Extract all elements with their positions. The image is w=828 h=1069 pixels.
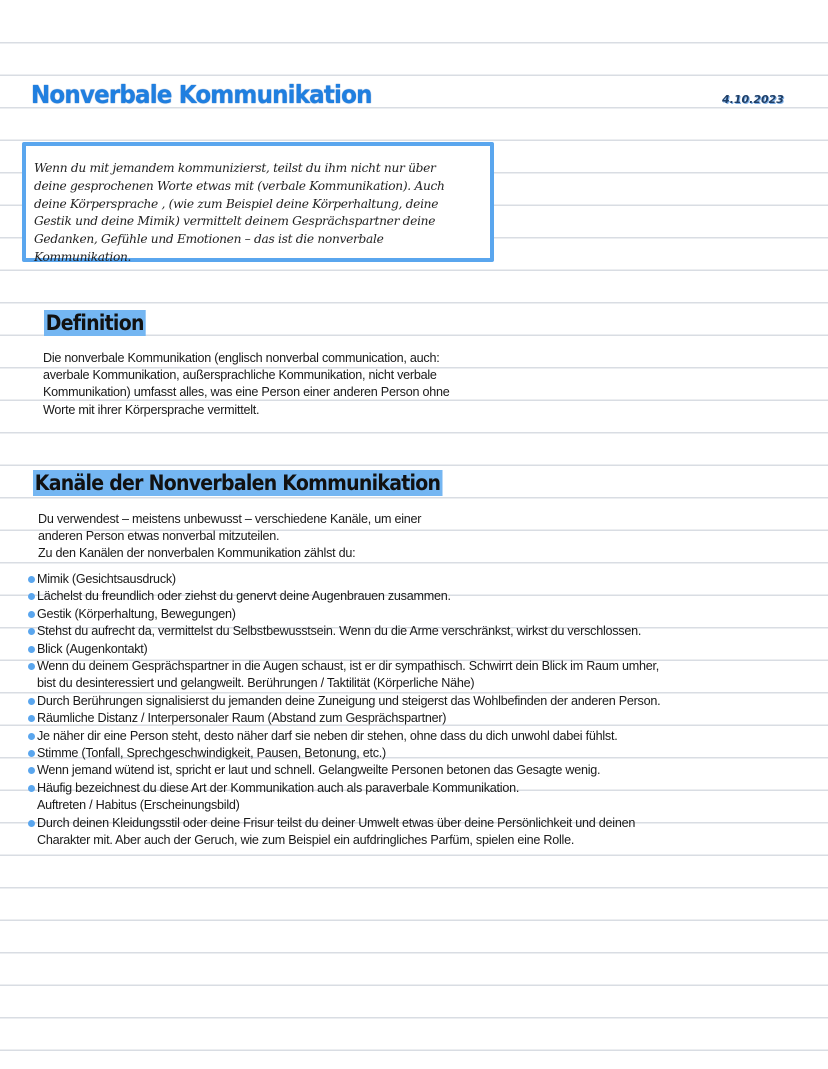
bullet-icon (28, 715, 35, 722)
list-item (28, 815, 678, 850)
intro-box (22, 142, 494, 262)
list-item-text: Durch Berührungen signalisierst du jemanden deine Zuneigung und steigerst das Wohlbefinden der anderen Person. (37, 693, 661, 708)
list-item-text: Je näher dir eine Person steht, desto näher darf sie neben dir stehen, ohne dass du dich unwohl dabei fühlst. (37, 728, 618, 743)
bullet-icon (28, 576, 35, 583)
bullet-icon (28, 820, 35, 827)
list-item-text: Gestik (Körperhaltung, Bewegungen) (37, 606, 236, 621)
list-item-text: Auftreten / Habitus (Erscheinungsbild) (37, 798, 240, 813)
list-item (28, 606, 678, 623)
bullet-icon (28, 785, 35, 792)
bullet-icon (28, 628, 35, 635)
list-item (28, 571, 678, 588)
list-item (28, 588, 678, 605)
list-item-text: Wenn du deinem Gesprächspartner in die Augen schaust, ist er dir sympathisch. Schwirrt dein Blick im Raum umher, bist du desinteressiert und gelangweilt. Berührungen / Taktilität (Körperliche Nähe) (37, 659, 660, 691)
list-item (28, 658, 678, 693)
list-item (28, 728, 678, 745)
date-label: 4.10.2023 (722, 93, 784, 106)
bullet-icon (28, 611, 35, 618)
list-item (28, 710, 678, 727)
list-item-text: Häufig bezeichnest du diese Art der Kommunikation auch als paraverbale Kommunikation. (37, 780, 520, 795)
list-item-text: Stehst du aufrecht da, vermittelst du Selbstbewusstsein. Wenn du die Arme verschränkst, wirkst du verschlossen. (37, 624, 642, 639)
list-item-text: Mimik (Gesichtsausdruck) (37, 572, 176, 586)
list-item-text: Blick (Augenkontakt) (37, 641, 148, 656)
list-item-text: Lächelst du freundlich oder ziehst du genervt deine Augenbrauen zusammen. (37, 589, 451, 604)
list-item (28, 745, 678, 762)
list-item-text: Durch deinen Kleidungsstil oder deine Frisur teilst du deiner Umwelt etwas über deine Persönlichkeit und deinen Charakter mit. Aber auch der Geruch, wie zum Beispiel ein aufdringliches Parfüm, spielen eine Rolle. (37, 815, 636, 848)
list-item-text: Stimme (Tonfall, Sprechgeschwindigkeit, Pausen, Betonung, etc.) (37, 746, 386, 761)
intro-text: Wenn du mit jemandem kommunizierst, teilst du ihm nicht nur über deine gesprochenen Worte etwas mit (verbale Kommunikation). Auch deine Körpersprache , (wie zum Beispiel deine Körperhaltung, deine Gestik und deine Mimik) vermittelt deinem Gesprächspartner deine Gedanken, Gefühle und Emotionen – das ist die nonverbale Kommunikation. (34, 161, 445, 264)
list-item (28, 693, 678, 710)
definition-heading: Definition (45, 311, 144, 335)
list-item (28, 797, 678, 814)
list-item-text: Wenn jemand wütend ist, spricht er laut und schnell. Gelangweilte Personen betonen das Gesagte wenig. (37, 763, 601, 778)
bullet-icon (28, 698, 35, 705)
page-title: Nonverbale Kommunikation (31, 80, 372, 109)
bullet-icon (28, 663, 35, 670)
list-item (28, 623, 678, 640)
bullet-icon (28, 750, 35, 757)
bullet-icon (28, 733, 35, 740)
channels-intro: Du verwendest – meistens unbewusst – verschiedene Kanäle, um einer anderen Person etwas nonverbal mitzuteilen. Zu den Kanälen der nonverbalen Kommunikation zählst du: (38, 512, 422, 561)
definition-text: Die nonverbale Kommunikation (englisch nonverbal communication, auch: averbale Kommunikation, außersprachliche Kommunikation, nicht verbale Kommunikation) umfasst alles, was eine Person einer anderen Person ohne Worte mit ihrer Körpersprache vermittelt. (43, 351, 450, 417)
channels-list (28, 571, 678, 850)
bullet-icon (28, 767, 35, 774)
channels-heading: Kanäle der Nonverbalen Kommunikation (34, 471, 441, 495)
list-item (28, 641, 678, 658)
list-item (28, 762, 678, 779)
bullet-icon (28, 593, 35, 600)
list-item (28, 780, 678, 797)
list-item-text: Räumliche Distanz / Interpersonaler Raum (Abstand zum Gesprächspartner) (37, 711, 447, 726)
bullet-icon (28, 646, 35, 653)
